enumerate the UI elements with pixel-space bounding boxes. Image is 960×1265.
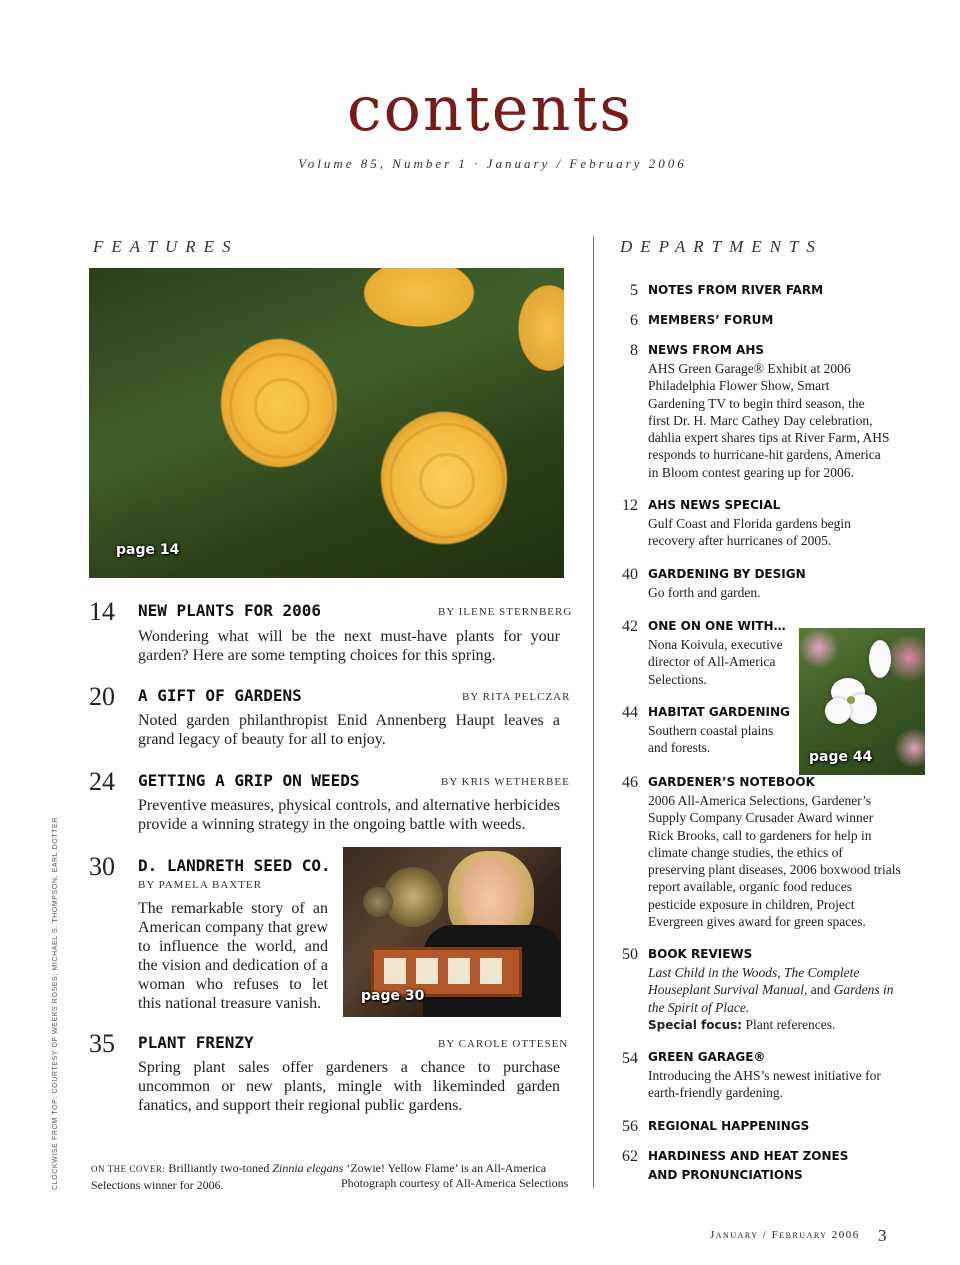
cover-note-species: Zinnia elegans (272, 1161, 344, 1175)
roses-photo (89, 268, 564, 578)
dept-title[interactable]: NOTES FROM RIVER FARM (648, 283, 824, 297)
feature-page-number: 35 (89, 1029, 115, 1058)
photo-page-label[interactable]: page 44 (809, 749, 873, 765)
features-heading: FEATURES (93, 237, 239, 256)
dept-description: Go forth and garden. (648, 585, 761, 600)
feature-description: Preventive measures, physical controls, and alternative herbicides provide a winning strategy in the ongoing battle with weeds. (138, 797, 560, 833)
feature-description: Noted garden philanthropist Enid Annenberg Haupt leaves a grand legacy of beauty for all to enjoy. (138, 712, 560, 748)
dept-page-number: 62 (622, 1148, 638, 1165)
feature-page-number: 14 (89, 597, 115, 626)
cover-note-text-before: Brilliantly two-toned (168, 1161, 270, 1175)
feature-title[interactable]: GETTING A GRIP ON WEEDS (138, 771, 360, 790)
dept-page-number: 54 (622, 1050, 638, 1067)
dept-page-number: 5 (630, 282, 638, 299)
dept-title[interactable]: BOOK REVIEWS (648, 947, 753, 961)
dept-title[interactable]: GARDENING BY DESIGN (648, 567, 806, 581)
dept-description: AHS Green Garage® Exhibit at 2006 Philadelphia Flower Show, Smart Gardening TV to begin third season, the first Dr. H. Marc Cathey Day celebration, dahlia expert shares tips at River Farm, AHS responds to hurricane-hit gardens, America in Bloom contest gearing up for 2006. (648, 361, 890, 480)
feature-title[interactable]: PLANT FRENZY (138, 1033, 254, 1052)
feature-byline: BY CAROLE OTTESEN (438, 1038, 569, 1050)
dept-title[interactable]: HARDINESS AND HEAT ZONES (648, 1149, 849, 1163)
feature-title[interactable]: A GIFT OF GARDENS (138, 686, 302, 705)
feature-description: Spring plant sales offer gardeners a chance to purchase uncommon or new plants, mingle with likeminded garden fanatics, and support their regional public gardens. (138, 1059, 560, 1114)
dept-title[interactable]: NEWS FROM AHS (648, 343, 765, 357)
dept-description: Last Child in the Woods, The Complete Houseplant Survival Manual, and Gardens in the Spirit of Place. Special focus: Plant references. (648, 965, 894, 1032)
cover-note-text-after: ‘Zowie! Yellow Flame’ is an All-America Selections winner for 2006. (91, 1161, 547, 1192)
column-divider (593, 236, 594, 1188)
photo-page-label[interactable]: page 14 (116, 542, 180, 558)
feature-byline: BY KRIS WETHERBEE (441, 776, 570, 788)
feature-title[interactable]: NEW PLANTS FOR 2006 (138, 601, 322, 620)
feature-title[interactable]: D. LANDRETH SEED CO. (138, 856, 331, 875)
photo-credits: CLOCKWISE FROM TOP: COURTESY OF WEEKS ROSES; MICHAEL S. THOMPSON; EARL DOTTER (52, 817, 59, 1190)
page-number: 3 (878, 1226, 887, 1245)
issue-subtitle: Volume 85, Number 1 · January / February 2006 (298, 156, 687, 171)
departments-heading: DEPARTMENTS (620, 237, 823, 256)
cover-photo-credit: Photograph courtesy of All-America Selections (341, 1176, 569, 1190)
photo-page-label[interactable]: page 30 (361, 988, 425, 1004)
dept-page-number: 56 (622, 1118, 638, 1135)
dept-page-number: 8 (630, 342, 638, 359)
dept-title[interactable]: AHS NEWS SPECIAL (648, 498, 781, 512)
feature-byline: BY RITA PELCZAR (462, 691, 571, 703)
dept-page-number: 46 (622, 774, 638, 791)
feature-page-number: 20 (89, 682, 115, 711)
dept-description: Introducing the AHS’s newest initiative for earth-friendly gardening. (648, 1068, 881, 1101)
dept-title[interactable]: HABITAT GARDENING (648, 705, 790, 719)
dept-description: Gulf Coast and Florida gardens begin recovery after hurricanes of 2005. (648, 516, 851, 549)
dept-page-number: 6 (630, 312, 638, 329)
feature-page-number: 24 (89, 767, 115, 796)
feature-byline: BY PAMELA BAXTER (138, 879, 262, 891)
footer-issue: January / February 2006 (710, 1229, 860, 1241)
dept-page-number: 40 (622, 566, 638, 583)
flower-photo (799, 628, 925, 775)
cover-note-label: ON THE COVER: (91, 1164, 166, 1174)
dept-page-number: 42 (622, 618, 638, 635)
dept-page-number: 44 (622, 704, 638, 721)
landreth-photo (343, 847, 561, 1017)
dept-title[interactable]: ONE ON ONE WITH… (648, 619, 786, 633)
dept-page-number: 50 (622, 946, 638, 963)
feature-description: The remarkable story of an American company that grew to influence the world, and the vision and dedication of a woman who refuses to let this national treasure vanish. (138, 900, 328, 1012)
feature-description: Wondering what will be the next must-have plants for your garden? Here are some tempting choices for this spring. (138, 628, 560, 664)
dept-title[interactable]: GREEN GARAGE® (648, 1050, 766, 1064)
dept-title[interactable]: MEMBERS’ FORUM (648, 313, 774, 327)
feature-byline: BY ILENE STERNBERG (438, 606, 573, 618)
dept-page-number: 12 (622, 497, 638, 514)
dept-description: Southern coastal plains and forests. (648, 723, 774, 756)
page-title: contents (346, 72, 634, 145)
dept-description: 2006 All-America Selections, Gardener’s Supply Company Crusader Award winner Rick Brooks, call to gardeners for help in climate change studies, the ethics of preserving plant diseases, 2006 boxwood trials report available, organic food reduces pesticide exposure in children, Project Evergreen gives award for green spaces. (648, 793, 901, 930)
dept-description: Nona Koivula, executive director of All-America Selections. (648, 637, 783, 687)
dept-title-continued: AND PRONUNCIATIONS (648, 1168, 803, 1182)
dept-title[interactable]: REGIONAL HAPPENINGS (648, 1119, 810, 1133)
dept-title[interactable]: GARDENER’S NOTEBOOK (648, 775, 815, 789)
feature-page-number: 30 (89, 852, 115, 881)
